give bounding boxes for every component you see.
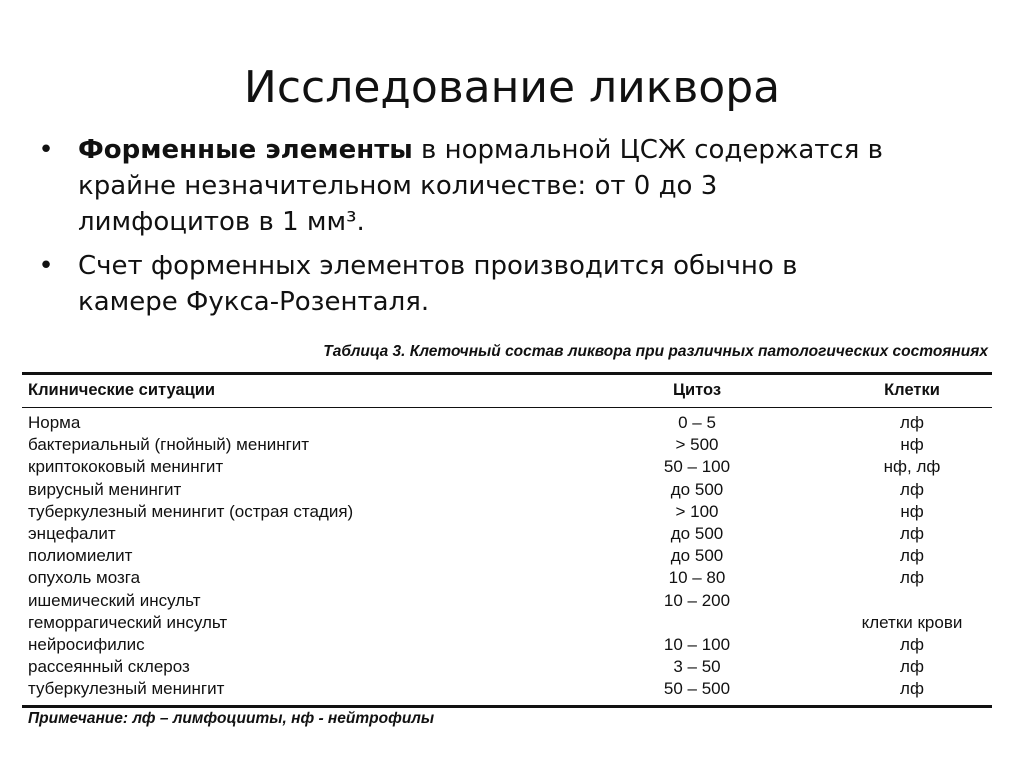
cell-cells: лф: [900, 523, 924, 543]
bullet-list: [36, 132, 996, 328]
cell-situation: вирусный менингит: [28, 479, 182, 499]
cell-cells: лф: [900, 657, 924, 677]
cell-situation: нейросифилис: [28, 634, 145, 654]
table-row: [22, 591, 992, 613]
cell-cytosis: до 500: [670, 479, 724, 499]
bullet-line: лимфоцитов в 1 мм³.: [78, 207, 365, 237]
table-row: [22, 457, 992, 479]
cell-cells: лф: [900, 546, 924, 566]
cell-cytosis: 3 – 50: [673, 657, 721, 677]
cell-situation: Норма: [28, 413, 81, 432]
cell-cytosis: > 500: [675, 435, 719, 455]
cell-cells: нф, лф: [883, 457, 941, 477]
bullet-line: камере Фукса-Розенталя.: [78, 287, 430, 317]
table-row: [22, 679, 992, 701]
table-row: [22, 435, 992, 457]
cell-cytosis: 10 – 100: [663, 634, 731, 654]
bullet-line: Счет форменных элементов производится обычно в: [78, 251, 798, 281]
bullet-dot-icon: •: [38, 251, 54, 281]
cell-cells: клетки крови: [861, 612, 963, 632]
bullet-item: [36, 132, 996, 240]
cell-cells: лф: [900, 413, 924, 432]
table-row: [22, 524, 992, 546]
cell-situation: ишемический инсульт: [28, 590, 201, 610]
header-cells: Клетки: [884, 381, 940, 399]
header-situation: Клинические ситуации: [28, 381, 216, 399]
bullet-line: [78, 132, 996, 168]
cell-cytosis: 50 – 500: [663, 679, 731, 699]
slide-title: Исследование ликвора: [243, 62, 781, 113]
bullet-text: [78, 248, 996, 320]
cell-situation: полиомиелит: [28, 546, 133, 566]
cell-cytosis: 10 – 200: [663, 590, 731, 610]
cell-cells: лф: [900, 634, 924, 654]
table-row: [22, 502, 992, 524]
cell-cytosis: 0 – 5: [678, 413, 716, 432]
bullet-bold-term: Форменные элементы: [78, 135, 413, 165]
cell-situation: энцефалит: [28, 523, 116, 543]
cell-cells: лф: [900, 679, 924, 699]
table-row: [22, 480, 992, 502]
table-note: Примечание: лф – лимфоцииты, нф - нейтрофилы: [28, 710, 435, 728]
cell-cytosis: до 500: [670, 546, 724, 566]
table-caption: Таблица 3. Клеточный состав ликвора при различных патологических состояниях: [323, 343, 988, 360]
cell-cells: нф: [900, 435, 924, 455]
cell-situation: криптококовый менингит: [28, 457, 224, 477]
cell-situation: туберкулезный менингит: [28, 679, 225, 699]
table-header-row: [22, 375, 992, 407]
bullet-text: [78, 132, 996, 240]
bullet-line: крайне незначительном количестве: от 0 до 3: [78, 171, 718, 201]
bullet-line-rest: в нормальной ЦСЖ содержатся в: [412, 135, 883, 165]
table-row: [22, 413, 992, 435]
table-bottom-rule: [22, 705, 992, 708]
table-body: [22, 408, 992, 705]
table-row: [22, 635, 992, 657]
cell-cytosis: 50 – 100: [663, 457, 731, 477]
cell-situation: геморрагический инсульт: [28, 612, 228, 632]
cell-cytosis: > 100: [675, 501, 719, 521]
cell-situation: рассеянный склероз: [28, 657, 190, 677]
table-row: [22, 546, 992, 568]
cell-cells: нф: [900, 501, 924, 521]
bullet-item: [36, 248, 996, 320]
cell-cytosis: 10 – 80: [668, 568, 726, 588]
cell-cells: лф: [900, 479, 924, 499]
bullet-dot-icon: •: [38, 135, 54, 165]
table-row: [22, 613, 992, 635]
cell-situation: опухоль мозга: [28, 568, 141, 588]
table-row: [22, 657, 992, 679]
cell-situation: бактериальный (гнойный) менингит: [28, 435, 310, 455]
cell-cells: лф: [900, 568, 924, 588]
csf-cell-table: [22, 342, 992, 728]
cell-cytosis: до 500: [670, 523, 724, 543]
cell-situation: туберкулезный менингит (острая стадия): [28, 501, 354, 521]
table-row: [22, 568, 992, 590]
header-cytosis: Цитоз: [672, 381, 722, 399]
